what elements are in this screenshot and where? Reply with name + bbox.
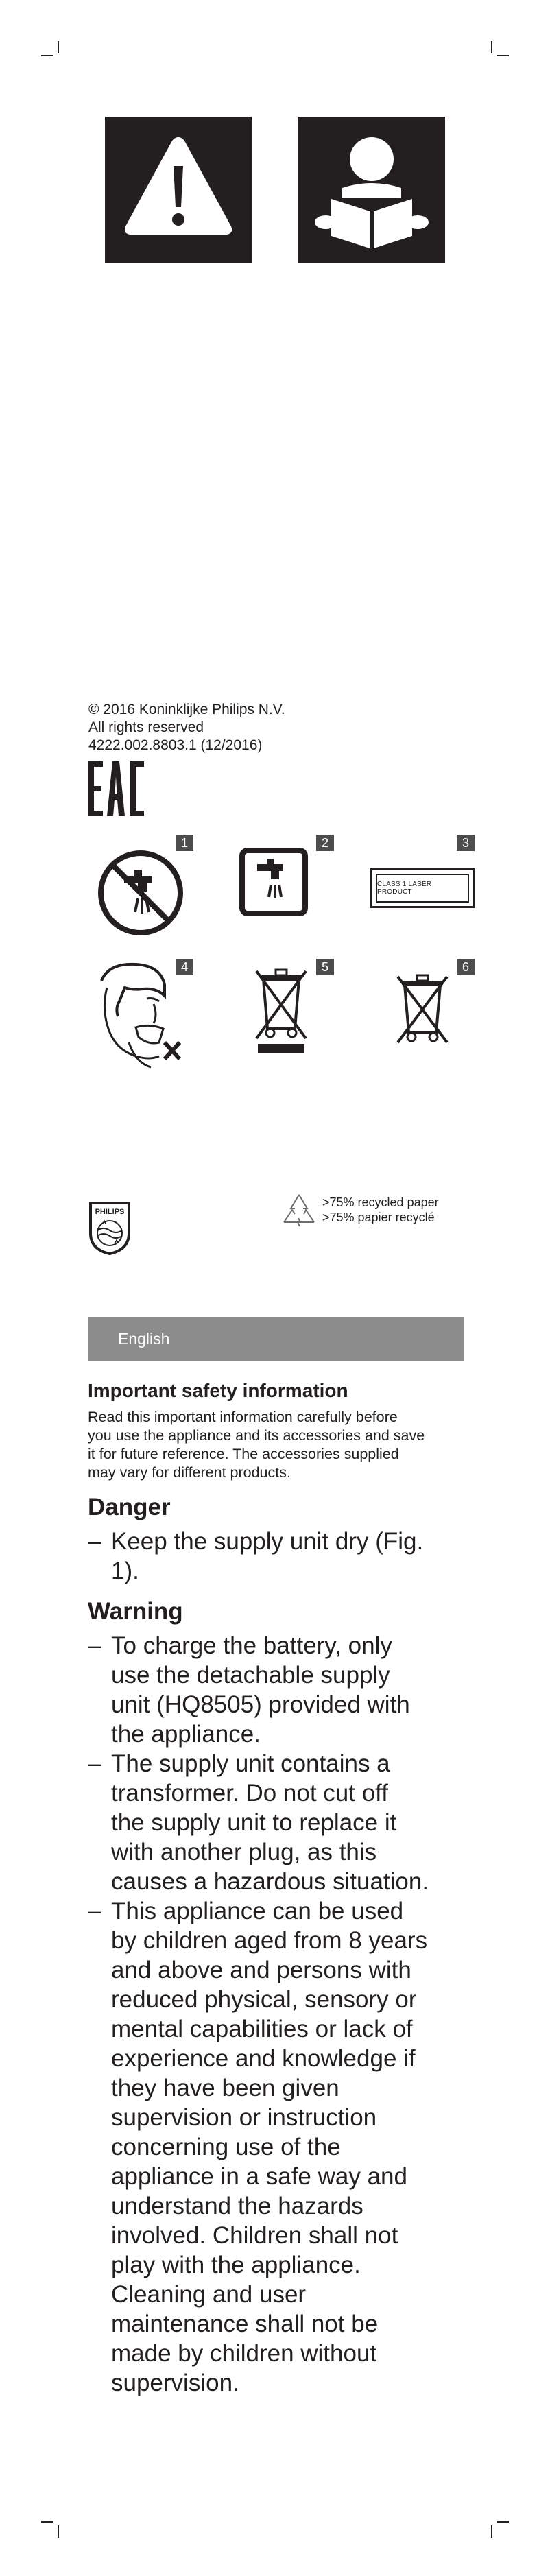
- crop-mark-bottom-right-v: [491, 2525, 492, 2538]
- crop-mark-top-left-v: [58, 41, 59, 53]
- item-line: and above and persons with: [111, 1957, 411, 1983]
- item-line: understand the hazards: [111, 2193, 363, 2219]
- recycle-icon: [280, 1192, 318, 1228]
- crop-mark-bottom-left-h: [41, 2521, 53, 2523]
- recycle-info: [322, 1195, 439, 1225]
- recycle-line-2: >75% papier recyclé: [322, 1211, 435, 1224]
- item-line: concerning use of the: [111, 2134, 341, 2160]
- safety-intro: [88, 1408, 472, 1482]
- item-line: The supply unit contains a: [111, 1750, 390, 1777]
- rights-line: All rights reserved: [88, 719, 204, 735]
- recycle-line-1: >75% recycled paper: [322, 1195, 439, 1209]
- svg-text:PHILIPS: PHILIPS: [95, 1208, 125, 1216]
- figure-number: 4: [176, 959, 193, 975]
- figure-2-water-tap: [239, 848, 308, 916]
- item-line: made by children without: [111, 2340, 377, 2367]
- figure-3-laser-label: [370, 868, 475, 908]
- item-line: reduced physical, sensory or: [111, 1986, 417, 2013]
- safety-title: Important safety information: [88, 1380, 348, 1401]
- danger-list: [88, 1527, 472, 1586]
- document-number: 4222.002.8803.1 (12/2016): [88, 737, 263, 753]
- figure-5-crossed-bin-with-bar: [252, 967, 310, 1055]
- item-line: maintenance shall not be: [111, 2311, 379, 2337]
- list-dash: –: [88, 1898, 101, 1924]
- warning-item: [88, 1749, 472, 1896]
- figure-number: 1: [176, 835, 193, 851]
- crop-mark-bottom-left-v: [58, 2525, 59, 2538]
- item-line: they have been given: [111, 2075, 339, 2101]
- warning-triangle-icon: [105, 117, 252, 263]
- danger-heading: Danger: [88, 1494, 171, 1520]
- intro-line: Read this important information carefully before: [88, 1409, 398, 1425]
- item-line: To charge the battery, only: [111, 1632, 392, 1659]
- warning-item: [88, 1631, 472, 1749]
- language-header: English: [88, 1317, 464, 1361]
- danger-item: [88, 1527, 472, 1586]
- intro-line: may vary for different products.: [88, 1464, 291, 1481]
- figure-number: 3: [457, 835, 475, 851]
- read-manual-icon: [298, 117, 445, 263]
- item-line: the appliance.: [111, 1721, 261, 1748]
- item-line: involved. Children shall not: [111, 2222, 398, 2249]
- philips-logo: [88, 1200, 132, 1255]
- figure-6-crossed-bin: [394, 973, 451, 1044]
- item-line: causes a hazardous situation.: [111, 1868, 429, 1895]
- warning-list: [88, 1631, 472, 2398]
- figure-4-no-mouth-contact: [88, 960, 191, 1069]
- intro-line: you use the appliance and its accessories and save: [88, 1427, 425, 1444]
- copyright-line: © 2016 Koninklijke Philips N.V.: [88, 702, 285, 717]
- crop-mark-top-left-h: [41, 55, 53, 56]
- item-line: with another plug, as this: [111, 1839, 377, 1865]
- laser-label-text: CLASS 1 LASER PRODUCT: [376, 874, 469, 903]
- figure-number: 6: [457, 959, 475, 975]
- copyright-block: [88, 701, 285, 754]
- list-dash: –: [88, 1750, 101, 1777]
- eac-certification-mark: [86, 760, 145, 818]
- intro-line: it for future reference. The accessories supplied: [88, 1446, 399, 1462]
- item-line: by children aged from 8 years: [111, 1927, 428, 1954]
- item-line: appliance in a safe way and: [111, 2163, 407, 2190]
- item-line: transformer. Do not cut off: [111, 1780, 388, 1806]
- item-line: 1).: [111, 1558, 139, 1584]
- figure-1-no-water: [97, 849, 184, 937]
- list-dash: –: [88, 1632, 101, 1659]
- list-dash: –: [88, 1528, 101, 1555]
- item-line: play with the appliance.: [111, 2252, 361, 2278]
- item-line: Cleaning and user: [111, 2281, 307, 2308]
- item-line: the supply unit to replace it: [111, 1809, 397, 1836]
- item-line: experience and knowledge if: [111, 2045, 416, 2072]
- warning-item: [88, 1896, 472, 2398]
- figure-number: 5: [316, 959, 334, 975]
- item-line: unit (HQ8505) provided with: [111, 1691, 410, 1718]
- warning-heading: Warning: [88, 1598, 183, 1625]
- crop-mark-bottom-right-h: [497, 2521, 509, 2523]
- item-line: supervision or instruction: [111, 2104, 377, 2131]
- item-line: supervision.: [111, 2370, 239, 2396]
- item-line: mental capabilities or lack of: [111, 2016, 413, 2042]
- item-line: Keep the supply unit dry (Fig.: [111, 1528, 424, 1555]
- item-line: This appliance can be used: [111, 1898, 404, 1924]
- item-line: use the detachable supply: [111, 1662, 390, 1689]
- crop-mark-top-right-v: [491, 41, 492, 53]
- crop-mark-top-right-h: [497, 55, 509, 56]
- figure-number: 2: [316, 835, 334, 851]
